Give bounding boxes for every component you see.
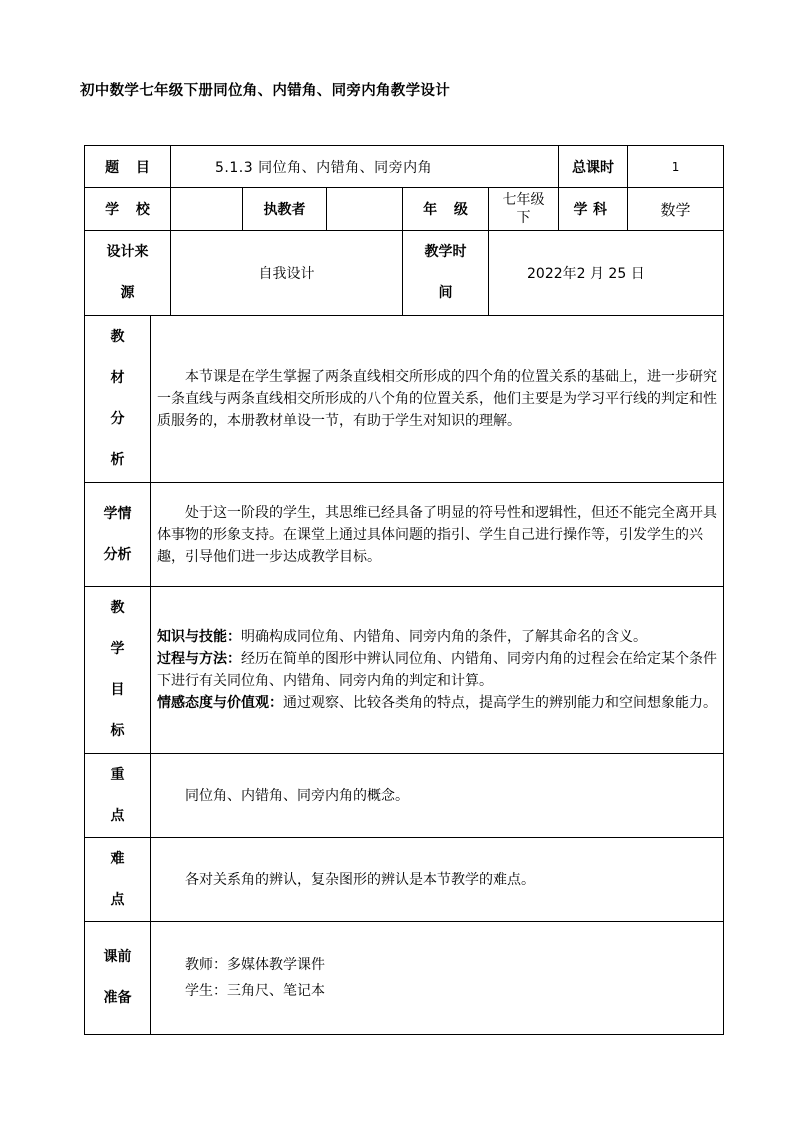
material-label: 教 材 分 析 <box>85 316 151 483</box>
row-material <box>85 316 724 483</box>
teacher-value <box>327 188 403 231</box>
subject-value: 数学 <box>628 188 724 231</box>
goal-process: 过程与方法：经历在简单的图形中辨认同位角、内错角、同旁内角的过程会在给定某个条件下进行有关同位角、内错角、同旁内角的判定和计算。 <box>157 651 717 689</box>
difficulty-content: 各对关系角的辨认，复杂图形的辨认是本节教学的难点。 <box>151 838 724 922</box>
row-school <box>85 188 724 231</box>
topic-value: 5.1.3 同位角、内错角、同旁内角 <box>171 146 559 188</box>
total-hours-label: 总课时 <box>559 146 628 188</box>
row-source-time <box>85 231 724 316</box>
row-goals <box>85 587 724 754</box>
preparation-label: 课前 准备 <box>85 922 151 1035</box>
row-difficulty <box>85 838 724 922</box>
grade-value: 七年级下 <box>489 188 559 231</box>
row-students <box>85 483 724 587</box>
row-preparation <box>85 922 724 1035</box>
school-value <box>171 188 243 231</box>
source-label: 设计来 源 <box>85 231 171 316</box>
row-topic <box>85 146 724 188</box>
time-label: 教学时 间 <box>403 231 489 316</box>
time-value: 2022年2 月 25 日 <box>489 231 724 316</box>
material-content: 本节课是在学生掌握了两条直线相交所形成的四个角的位置关系的基础上，进一步研究一条直线与两条直线相交所形成的八个角的位置关系，他们主要是为学习平行线的判定和性质服务的，本册教材单设一节，有助于学生对知识的理解。 <box>151 316 724 483</box>
row-key-point <box>85 754 724 838</box>
goal-attitude: 情感态度与价值观：通过观察、比较各类角的特点，提高学生的辨别能力和空间想象能力。 <box>157 695 717 711</box>
students-label: 学情 分析 <box>85 483 151 587</box>
teacher-label: 执教者 <box>243 188 327 231</box>
topic-label: 题目 <box>85 146 171 188</box>
lesson-plan-table <box>84 145 724 1035</box>
source-value: 自我设计 <box>171 231 403 316</box>
grade-label: 年级 <box>403 188 489 231</box>
goals-content <box>151 587 724 754</box>
key-point-label: 重 点 <box>85 754 151 838</box>
students-content: 处于这一阶段的学生，其思维已经具备了明显的符号性和逻辑性，但还不能完全离开具体事物的形象支持。在课堂上通过具体问题的指引、学生自己进行操作等，引发学生的兴趣，引导他们进一步达成教学目标。 <box>151 483 724 587</box>
goal-knowledge: 知识与技能：明确构成同位角、内错角、同旁内角的条件，了解其命名的含义。 <box>157 629 647 645</box>
key-point-content: 同位角、内错角、同旁内角的概念。 <box>151 754 724 838</box>
difficulty-label: 难 点 <box>85 838 151 922</box>
document-title: 初中数学七年级下册同位角、内错角、同旁内角教学设计 <box>80 83 450 99</box>
total-hours-value: 1 <box>628 146 724 188</box>
goals-label: 教 学 目 标 <box>85 587 151 754</box>
preparation-content: 教师：多媒体教学课件 学生：三角尺、笔记本 <box>151 922 724 1035</box>
school-label: 学校 <box>85 188 171 231</box>
subject-label: 学科 <box>559 188 628 231</box>
